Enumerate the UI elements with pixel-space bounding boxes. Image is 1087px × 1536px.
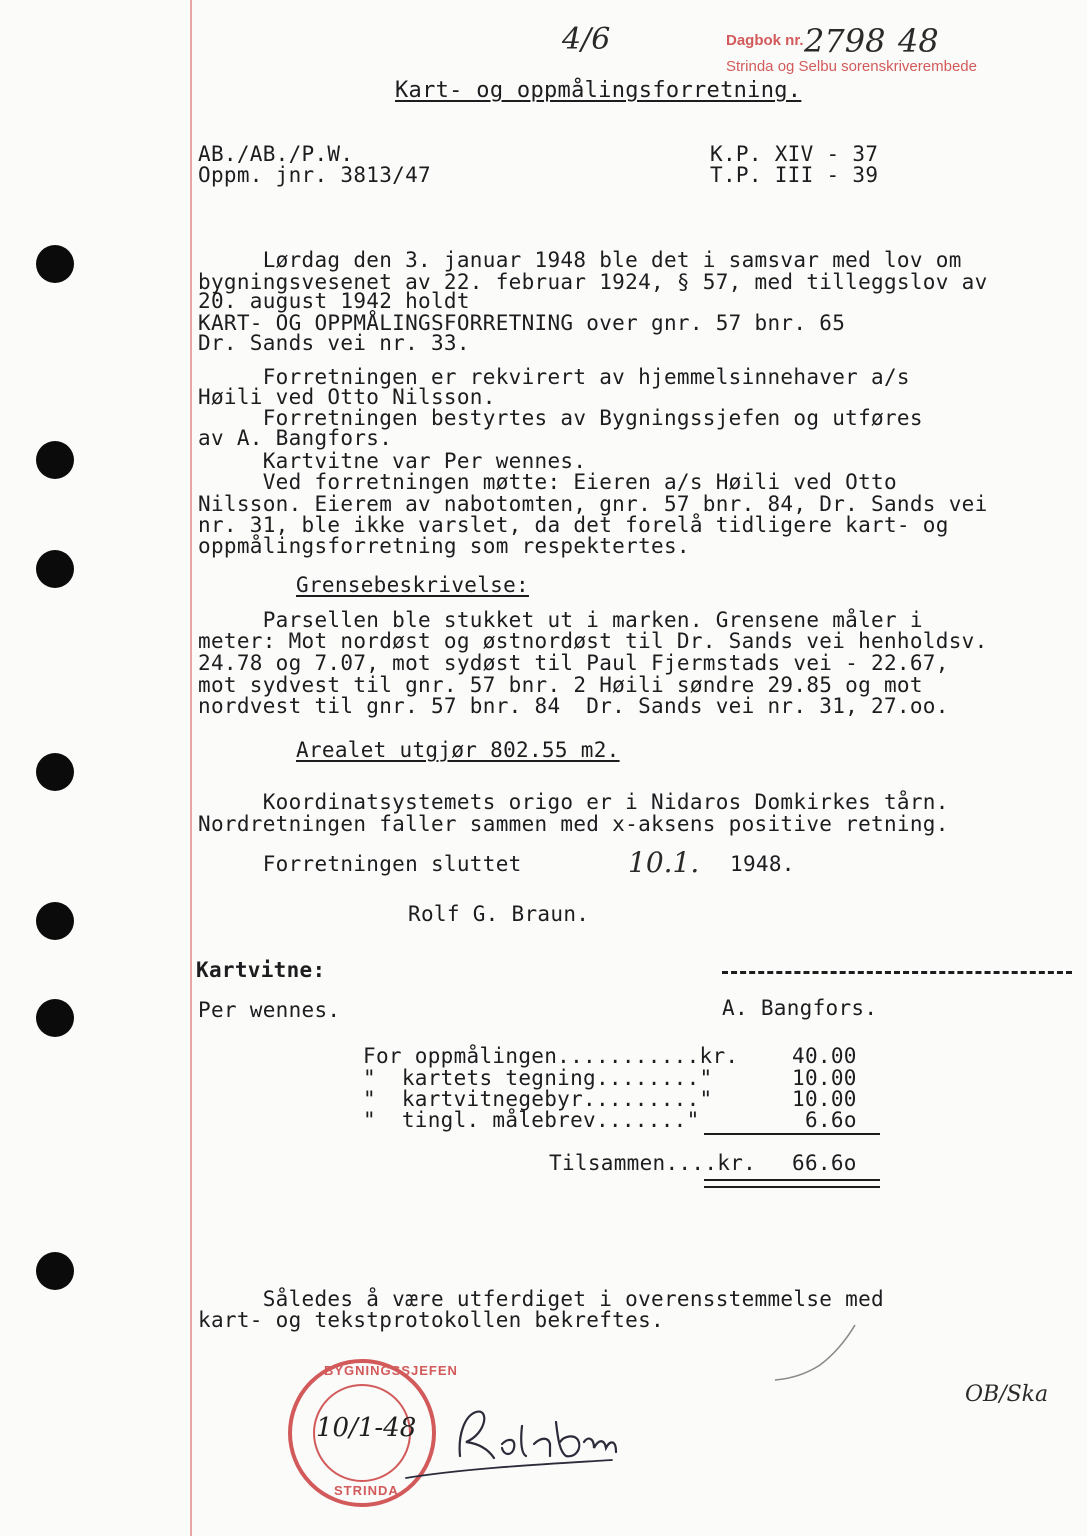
boundary-line: nordvest til gnr. 57 bnr. 84 Dr. Sands vei nr. 31, 27.oo. <box>198 694 949 718</box>
body-line: Kartvitne var Per wennes. <box>198 449 587 473</box>
area-statement: Arealet utgjør 802.55 m2. <box>296 738 620 762</box>
dagbok-year: 48 <box>898 22 939 60</box>
signature-line <box>722 971 1072 974</box>
body-line: av A. Bangfors. <box>198 426 393 450</box>
body-line: bygningsvesenet av 22. februar 1924, § 57, med tilleggslov av <box>198 270 988 294</box>
fee-label: For oppmålingen...........kr. <box>363 1044 739 1068</box>
body-line: 20. august 1942 holdt <box>198 289 470 313</box>
body-line: Høili ved Otto Nilsson. <box>198 385 496 409</box>
coord-line: Nordretningen faller sammen med x-aksens positive retning. <box>198 812 949 836</box>
body-line: Ved forretningen møtte: Eieren a/s Høili ved Otto <box>198 470 897 494</box>
certification-line: Således å være utferdiget i overensstemmelse med <box>198 1287 884 1311</box>
stamp-date-hand: 10/1-48 <box>316 1413 417 1443</box>
fee-label: " kartets tegning........" <box>363 1066 713 1090</box>
closing-year: 1948. <box>730 852 795 876</box>
certification-line: kart- og tekstprotokollen bekreftes. <box>198 1308 664 1332</box>
body-line: Nilsson. Eierem av nabotomten, gnr. 57 bnr. 84, Dr. Sands vei <box>198 492 988 516</box>
punch-hole <box>36 1252 74 1290</box>
punch-hole <box>36 999 74 1037</box>
handwritten-signature <box>398 1386 628 1486</box>
boundary-line: Parsellen ble stukket ut i marken. Grensene måler i <box>198 608 923 632</box>
punch-hole <box>36 753 74 791</box>
fee-label: " tingl. målebrev......." <box>363 1108 700 1132</box>
court-stamp: Strinda og Selbu sorenskriverembede <box>726 58 977 75</box>
fee-amount: 10.00 <box>792 1087 857 1111</box>
signer-name: Rolf G. Braun. <box>408 902 590 926</box>
coord-line: Koordinatsystemets origo er i Nidaros Domkirkes tårn. <box>198 790 949 814</box>
stamp-bottom-text: STRINDA <box>334 1483 399 1498</box>
ref-kp: K.P. XIV - 37 <box>710 142 879 166</box>
body-line: Forretningen bestyrtes av Bygningssjefen og utføres <box>198 406 923 430</box>
punch-hole <box>36 245 74 283</box>
total-double-rule <box>704 1186 880 1188</box>
body-line: Forretningen er rekvirert av hjemmelsinnehaver a/s <box>198 365 910 389</box>
surveyor-name: A. Bangfors. <box>722 996 878 1020</box>
fee-label: " kartvitnegebyr........." <box>363 1087 713 1111</box>
ref-tp: T.P. III - 39 <box>710 163 879 187</box>
stamp-top-text: BYGNINGSSJEFEN <box>324 1363 458 1378</box>
pencil-mark <box>770 1320 860 1390</box>
fee-amount: 6.6o <box>805 1108 857 1132</box>
closing-date-hand: 10.1. <box>628 846 700 879</box>
punch-hole <box>36 441 74 479</box>
dagbok-label: Dagbok nr. <box>726 32 804 49</box>
body-line: oppmålingsforretning som respektertes. <box>198 534 690 558</box>
body-line: Lørdag den 3. januar 1948 ble det i samsvar med lov om <box>198 248 962 272</box>
boundary-line: 24.78 og 7.07, mot sydøst til Paul Fjermstads vei - 22.67, <box>198 651 949 675</box>
page-number: 4/6 <box>562 22 611 57</box>
boundary-line: meter: Mot nordøst og østnordøst til Dr. Sands vei henholdsv. <box>198 629 988 653</box>
body-line: nr. 31, ble ikke varslet, da det forelå tidligere kart- og <box>198 513 949 537</box>
boundary-heading: Grensebeskrivelse: <box>296 573 529 597</box>
total-amount: 66.6o <box>792 1151 857 1175</box>
subtotal-rule <box>704 1133 880 1135</box>
witness-heading: Kartvitne: <box>196 958 326 982</box>
total-label: Tilsammen....kr. <box>549 1151 757 1175</box>
fee-amount: 40.00 <box>792 1044 857 1068</box>
punch-hole <box>36 550 74 588</box>
punch-hole <box>36 902 74 940</box>
boundary-line: mot sydvest til gnr. 57 bnr. 2 Høili søndre 29.85 og mot <box>198 673 923 697</box>
ref-initials: AB./AB./P.W. <box>198 142 354 166</box>
dagbok-number: 2798 <box>804 22 886 60</box>
witness-name: Per wennes. <box>198 998 341 1022</box>
ref-journal: Oppm. jnr. 3813/47 <box>198 163 431 187</box>
body-line: KART- OG OPPMÅLINGSFORRETNING over gnr. 57 bnr. 65 <box>198 311 846 335</box>
closing-label: Forretningen sluttet <box>198 852 522 876</box>
body-line: Dr. Sands vei nr. 33. <box>198 331 470 355</box>
total-rule <box>704 1179 880 1181</box>
margin-line <box>190 0 192 1536</box>
fee-amount: 10.00 <box>792 1066 857 1090</box>
document-title: Kart- og oppmålingsforretning. <box>395 78 802 103</box>
margin-note: OB/Ska <box>965 1382 1049 1407</box>
